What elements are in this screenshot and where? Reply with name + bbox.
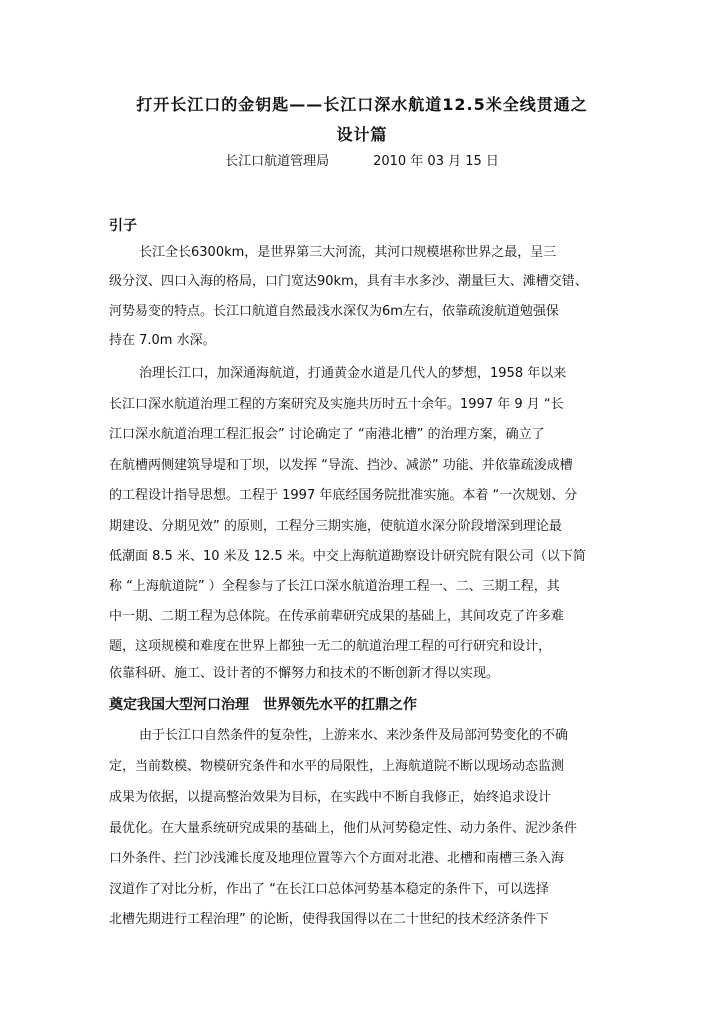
paragraph-line: 的工程设计指导思想。工程于 1997 年底经国务院批准实施。本着 “一次规划、分: [109, 488, 578, 503]
paragraph-line: 定，当前数模、物模研究条件和水平的局限性，上海航道院不断以现场动态监测: [109, 759, 565, 774]
section-heading-intro: 引子: [109, 218, 137, 234]
paragraph-line: 治理长江口，加深通海航道，打通黄金水道是几代人的梦想，1958 年以来: [139, 366, 567, 381]
document-title-line-2: 设计篇: [336, 125, 388, 144]
paragraph-line: 最优化。在大量系统研究成果的基础上，他们从河势稳定性、动力条件、泥沙条件: [109, 821, 578, 836]
paragraph-line: 江口深水航道治理工程汇报会” 讨论确定了 “南港北槽” 的治理方案，确立了: [109, 427, 545, 442]
section-heading-achievement: 奠定我国大型河口治理 世界领先水平的扛鼎之作: [109, 697, 417, 713]
paragraph-line: 河势易变的特点。长江口航道自然最浅水深仅为6m左右，依靠疏浚航道勉强保: [109, 304, 559, 319]
publish-date: 2010 年 03 月 15 日: [373, 154, 499, 169]
paragraph-line: 长江口深水航道治理工程的方案研究及实施共历时五十余年。1997 年 9 月 “长: [109, 397, 564, 412]
paragraph-line: 长江全长6300km，是世界第三大河流，其河口规模堪称世界之最，呈三: [139, 245, 557, 260]
paragraph-line: 口外条件、拦门沙浅滩长度及地理位置等六个方面对北港、北槽和南槽三条入海: [109, 851, 565, 866]
byline: [0, 152, 724, 172]
author: 长江口航道管理局: [225, 154, 330, 169]
paragraph-line: 称 “上海航道院” ）全程参与了长江口深水航道治理工程一、二、三期工程，其: [109, 579, 560, 594]
paragraph-line: 北槽先期进行工程治理” 的论断，使得我国得以在二十世纪的技术经济条件下: [109, 912, 549, 927]
paragraph-line: 持在 7.0m 水深。: [109, 333, 216, 348]
paragraph-line: 成果为依据，以提高整治效果为目标，在实践中不断自我修正，始终追求设计: [109, 790, 552, 805]
paragraph-line: 汊道作了对比分析，作出了 “在长江口总体河势基本稳定的条件下，可以选择: [109, 882, 549, 897]
paragraph-line: 依靠科研、施工、设计者的不懈努力和技术的不断创新才得以实现。: [109, 666, 500, 681]
paragraph-line: 低潮面 8.5 米、10 米及 12.5 米。中交上海航道勘察设计研究院有限公司（以下简: [109, 549, 586, 564]
paragraph-line: 题，这项规模和难度在世界上都独一无二的航道治理工程的可行研究和设计，: [109, 639, 552, 654]
paragraph-line: 中一期、二期工程为总体院。在传承前辈研究成果的基础上，其间攻克了许多难: [109, 609, 565, 624]
paragraph-line: 级分汊、四口入海的格局，口门宽达90km，具有丰水多沙、潮量巨大、滩槽交错、: [109, 274, 588, 289]
paragraph-line: 期建设、分期见效” 的原则，工程分三期实施，使航道水深分阶段增深到理论最: [109, 519, 562, 534]
document-title-line-1: 打开长江口的金钥匙——长江口深水航道12.5米全线贯通之: [136, 95, 588, 114]
paragraph-line: 由于长江口自然条件的复杂性，上游来水、来沙条件及局部河势变化的不确: [139, 728, 569, 743]
paragraph-line: 在航槽两侧建筑导堤和丁坝，以发挥 “导流、挡沙、减淤” 功能、并依靠疏浚成槽: [109, 458, 573, 473]
